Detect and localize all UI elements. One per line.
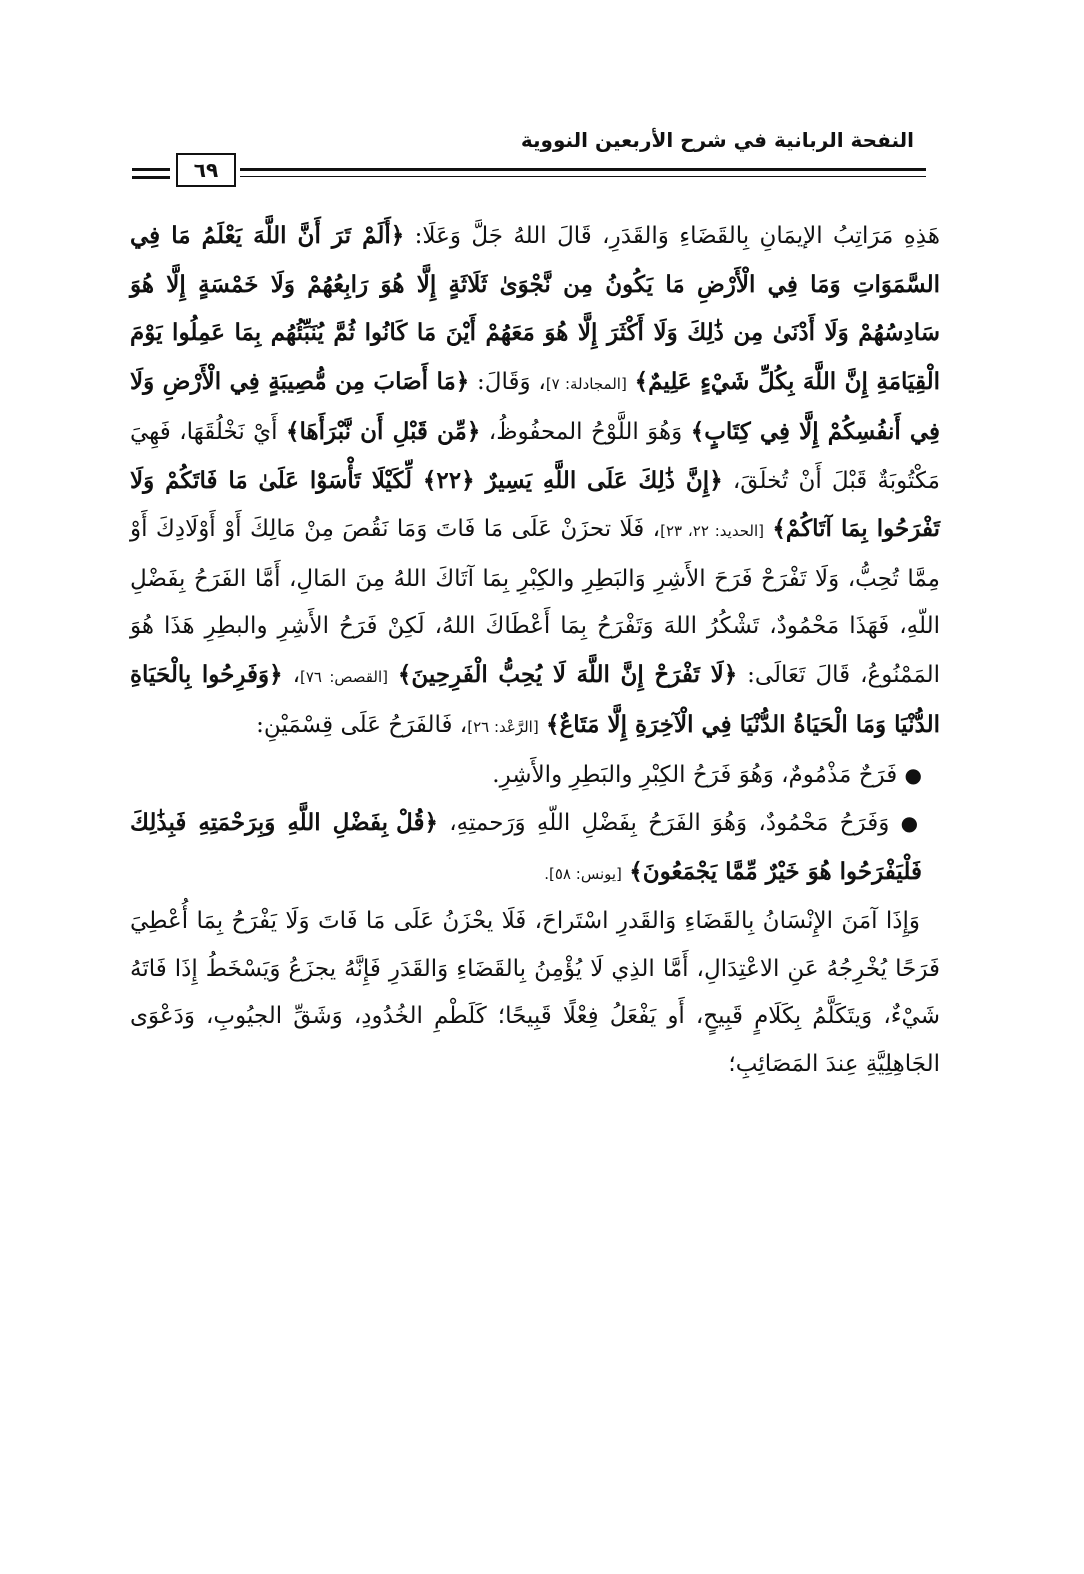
header-rule-thin bbox=[240, 176, 926, 177]
bullet-text-1: فَرَحٌ مَذْمُومٌ، وَهُوَ فَرَحُ الكِبْرِ والبَطِرِ والأَشِرِ. bbox=[492, 761, 898, 788]
bullet-icon: ● bbox=[904, 762, 922, 787]
paragraph-closing: وَإِذَا آمَنَ الإِنْسَانُ بِالقَضَاءِ وَالقَدرِ اسْتَراحَ، فَلَا يحْزَنُ عَلَى مَا فَاتَ وَلَا يَفْرَحُ بِمَا أُعْطِيَ فَرَحًا يُخْرِجُهُ عَنِ الاعْتِدَالِ، أَمَّا الذِي لَا يُؤْمِنُ بِالقَضَاءِ وَالقَدَرِ فَإِنَّهُ يجزَعُ وَيَسْخَطُ إِذَا فَاتَهُ شَيْءٌ، وَيتَكَلَّمُ بِكَلَامٍ قَبِيحٍ، أَو يَفْعَلُ فِعْلًا قَبِيحًا؛ كَلَطْمِ الخُدُودِ، وَشَقِّ الجيُوبِ، وَدَعْوَى الجَاهِلِيَّةِ عِندَ المَصَائِبِ؛ bbox=[130, 908, 940, 1077]
and-said-text: ، وَقَالَ: bbox=[477, 368, 546, 395]
ref-mujadila: [المجادلة: ٧] bbox=[545, 374, 627, 393]
explain-text-2: ، فَلَا تحزَنْ عَلَى مَا فَاتَ وَمَا نَقُصَ مِنْ مَالِكَ أَوْ أَوْلَادِكَ أَوْ مِمَّا تُحِبُّ، وَلَا تَفْرَحْ فَرَحَ الأَشِرِ وَالبَطِرِ والكِبْرِ بِمَا آتَاكَ اللهُ مِنَ المَالِ، أَمَّا الفَرَحُ بِفَضْلِ اللّهِ، فَهَذَا مَحْمُودٌ، تَشْكُرُ اللهَ وَتَفْرَحُ بِمَا أَعْطَاكَ اللهُ، لَكِنْ فَرَحُ الأَشِرِ والبطِرِ هَذَا هُوَ المَمْنُوعُ، قَالَ تَعَالَى: bbox=[130, 516, 941, 688]
bullet-item-2 bbox=[130, 799, 940, 898]
intro-text: هَذِهِ مَرَاتِبُ الإيمَانِ بِالقَضَاءِ وَالقَدَرِ، قَالَ اللهُ جَلَّ وَعَلَا: bbox=[414, 223, 940, 249]
ref-hadid: [الحديد: ٢٢، ٢٣] bbox=[660, 522, 764, 540]
header-rule bbox=[240, 168, 926, 171]
paragraph-qadar bbox=[130, 212, 940, 752]
page-number: ٦٩ bbox=[176, 153, 236, 187]
bullet-item-1 bbox=[130, 752, 940, 800]
header-rule-left bbox=[132, 168, 170, 171]
verse-mujadila: ﴿أَلَمْ تَرَ أَنَّ اللَّهَ يَعْلَمُ مَا فِي السَّمَوَاتِ وَمَا فِي الْأَرْضِ مَا يَكُونُ مِن نَّجْوَىٰ ثَلَاثَةٍ إِلَّا هُوَ رَابِعُهُمْ وَلَا خَمْسَةٍ إِلَّا هُوَ سَادِسُهُمْ وَلَا أَدْنَىٰ مِن ذَٰلِكَ وَلَا أَكْثَرَ إِلَّا هُوَ مَعَهُمْ أَيْنَ مَا كَانُوا ثُمَّ يُنَبِّئُهُم بِمَا عَمِلُوا يَوْمَ الْقِيَامَةِ إِنَّ اللَّهَ بِكُلِّ شَيْءٍ عَلِيمٌ﴾ bbox=[130, 222, 940, 395]
running-title: النفحة الربانية في شرح الأربعين النووية bbox=[520, 128, 914, 152]
ref-yunus: [يونس: ٥٨]. bbox=[544, 864, 622, 883]
comma-text: ، bbox=[292, 661, 300, 688]
verse-hadid-3: ﴿إِنَّ ذَٰلِكَ عَلَى اللَّهِ يَسِيرٌ ﴿٢٢﴾ لِّكَيْلَا تَأْسَوْا عَلَىٰ مَا فَاتَكُمْ وَلَا تَفْرَحُوا بِمَا آتَاكُمْ﴾ bbox=[130, 466, 940, 542]
lawh-text: وَهُوَ اللَّوْحُ المحفُوظُ، bbox=[488, 419, 683, 445]
verse-hadid-1: ﴿مَا أَصَابَ مِن مُّصِيبَةٍ فِي الْأَرْضِ وَلَا فِي أَنفُسِكُمْ إِلَّا فِي كِتَابٍ﴾ bbox=[130, 367, 941, 445]
bullet-icon: ● bbox=[900, 811, 923, 835]
page-body bbox=[130, 212, 940, 1088]
verse-qasas: ﴿لَا تَفْرَحْ إِنَّ اللَّهَ لَا يُحِبُّ الْفَرِحِينَ﴾ bbox=[397, 660, 738, 688]
verse-rad: ﴿وَفَرِحُوا بِالْحَيَاةِ الدُّنْيَا وَمَا الْحَيَاةُ الدُّنْيَا فِي الْآخِرَةِ إِلَّا مَتَاعٌ﴾ bbox=[130, 660, 940, 738]
ref-rad: [الرَّعْد: ٢٦] bbox=[467, 718, 539, 736]
header-rule-left-thin bbox=[132, 176, 170, 179]
ref-qasas: [القصص: ٧٦] bbox=[300, 667, 388, 686]
explain-text-1: أَيْ نَخْلُقَهَا، فَهِيَ مَكْتُوبَةٌ قَبْلَ أَنْ تُخلَقَ، bbox=[130, 419, 940, 494]
division-text: ، فَالفَرَحُ عَلَى قِسْمَيْنِ: bbox=[256, 712, 468, 738]
verse-yunus: ﴿قُلْ بِفَضْلِ اللَّهِ وَبِرَحْمَتِهِ فَبِذَٰلِكَ فَلْيَفْرَحُوا هُوَ خَيْرٌ مِّمَّا يَجْمَعُونَ﴾ bbox=[130, 809, 922, 885]
bullet-text-2: وَفَرَحُ مَحْمُودٌ، وَهُوَ الفَرَحُ بِفَضْلِ اللّهِ وَرَحمتِهِ، bbox=[449, 810, 890, 836]
verse-hadid-2: ﴿مِّن قَبْلِ أَن نَّبْرَأَهَا﴾ bbox=[286, 418, 481, 445]
